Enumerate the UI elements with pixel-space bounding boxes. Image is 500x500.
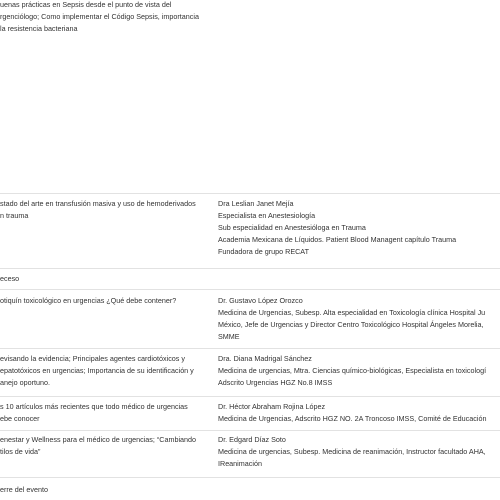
speaker-line: Adscrito Urgencias HGZ No.8 IMSS	[218, 378, 333, 387]
topic-line: rgenciólogo; Como implementar el Código Sepsis, importancia	[0, 12, 199, 21]
speaker-line: SMME	[218, 332, 240, 341]
agenda-row	[0, 401, 500, 431]
topic-line: evisando la evidencia; Principales agentes cardiotóxicos y	[0, 354, 185, 363]
speaker-cell	[218, 401, 500, 425]
speaker-cell	[218, 198, 500, 258]
agenda-row	[0, 198, 500, 269]
speaker-line: Academia Mexicana de Líquidos. Patient Blood Managent capítulo Trauma	[218, 235, 457, 244]
agenda-row	[0, 434, 500, 478]
topic-line: n trauma	[0, 211, 29, 220]
speaker-line: Medicina de urgencias, Mtra. Ciencias químico-biológicas, Especialista en toxicologí	[218, 366, 487, 375]
topic-cell	[0, 401, 205, 425]
topic-line: uenas prácticas en Sepsis desde el punto de vista del	[0, 0, 172, 9]
agenda-row	[0, 273, 500, 290]
topic-cell	[0, 273, 205, 285]
speaker-line: Medicina de urgencias, Subesp. Medicina de reanimación, Instructor facultado AHA,	[218, 447, 486, 456]
speaker-line: Dr. Edgard Díaz Soto	[218, 435, 286, 444]
speaker-cell	[218, 434, 500, 470]
speaker-line: Sub especialidad en Anestesióloga en Trauma	[218, 223, 366, 232]
topic-cell	[0, 295, 205, 307]
topic-line: stado del arte en transfusión masiva y uso de hemoderivados	[0, 199, 196, 208]
speaker-line: Dra. Diana Madrigal Sánchez	[218, 354, 312, 363]
topic-line: tilos de vida”	[0, 447, 41, 456]
speaker-line: Dra Leslian Janet Mejía	[218, 199, 294, 208]
speaker-line: México, Jefe de Urgencias y Director Centro Toxicológico Hospital Ángeles Morelia,	[218, 320, 484, 329]
topic-cell	[0, 434, 205, 458]
speaker-line: Fundadora de grupo RECAT	[218, 247, 309, 256]
speaker-line: Medicina de Urgencias, Subesp. Alta especialidad en Toxicología clínica Hospital Ju	[218, 308, 486, 317]
speaker-line: Dr. Héctor Abraham Rojina López	[218, 402, 326, 411]
topic-cell	[0, 198, 205, 222]
agenda-row	[0, 295, 500, 349]
speaker-cell	[218, 295, 500, 343]
topic-line: la resistencia bacteriana	[0, 24, 78, 33]
speaker-line: Dr. Gustavo López Orozco	[218, 296, 303, 305]
topic-line: anejo oportuno.	[0, 378, 50, 387]
topic-line: erre del evento	[0, 485, 48, 494]
topic-cell	[0, 0, 205, 35]
topic-line: epatotóxicos en urgencias; Importancia de su identificación y	[0, 366, 194, 375]
topic-line: otiquín toxicológico en urgencias ¿Qué debe contener?	[0, 296, 177, 305]
agenda-row	[0, 0, 500, 194]
agenda-row	[0, 353, 500, 397]
topic-line: eceso	[0, 274, 20, 283]
topic-cell	[0, 353, 205, 389]
speaker-line: Medicina de Urgencias, Adscrito HGZ NO. 2A Troncoso IMSS, Comité de Educación	[218, 414, 487, 423]
topic-line: ebe conocer	[0, 414, 40, 423]
speaker-line: Especialista en Anestesiología	[218, 211, 316, 220]
speaker-line: IReanimación	[218, 459, 262, 468]
speaker-cell	[218, 353, 500, 389]
topic-line: s 10 artículos más recientes que todo médico de urgencias	[0, 402, 188, 411]
topic-line: enestar y Wellness para el médico de urgencias; “Cambiando	[0, 435, 197, 444]
topic-cell	[0, 484, 205, 496]
agenda-row	[0, 484, 500, 500]
